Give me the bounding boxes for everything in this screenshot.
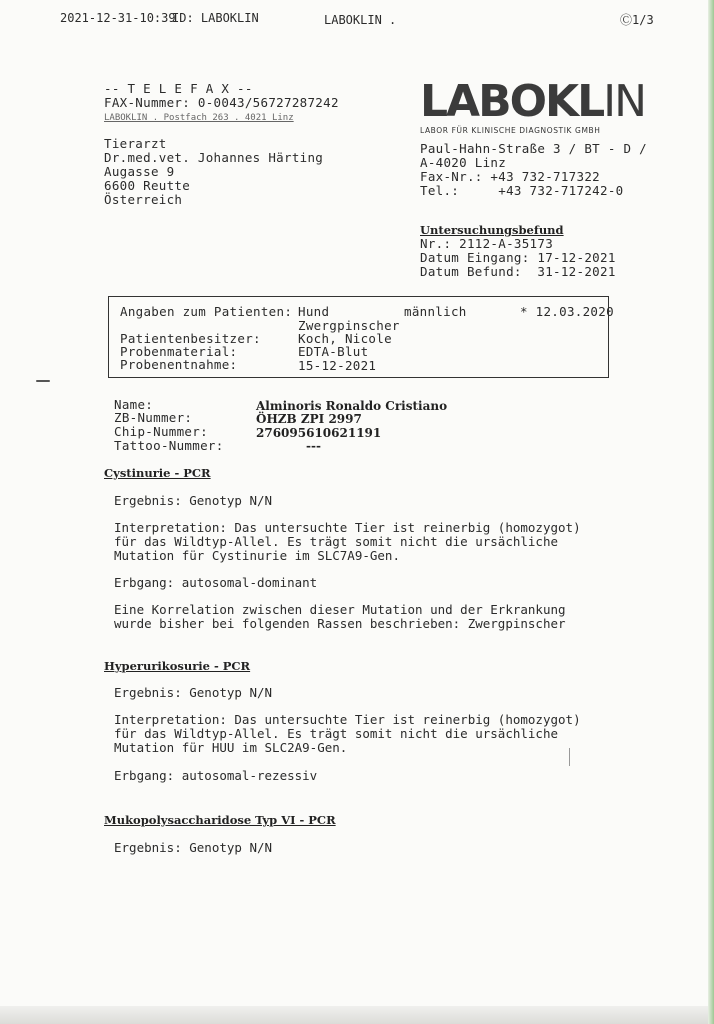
- logo-tagline: LABOR FÜR KLINISCHE DIAGNOSTIK GMBH: [420, 126, 601, 135]
- patient-breed: Zwergpinscher: [298, 318, 400, 333]
- recipient-line-2: Dr.med.vet. Johannes Härting: [104, 150, 324, 165]
- hyperurikosurie-erbgang: Erbgang: autosomal-rezessiv: [114, 768, 318, 783]
- mukopoly-result: Ergebnis: Genotyp N/N: [114, 840, 273, 855]
- recipient-line-4: 6600 Reutte: [104, 178, 191, 193]
- sample-date-value: 15-12-2021: [298, 358, 377, 373]
- fax-timestamp: 2021-12-31-10:39: [60, 11, 176, 25]
- telefax-title: -- T E L E F A X --: [104, 81, 253, 96]
- cystinurie-korrelation-2: wurde bisher bei folgenden Rassen beschrieben: Zwergpinscher: [114, 616, 566, 631]
- fax-id: ID: LABOKLIN: [172, 11, 259, 25]
- laboklin-logo: LABOKLIN: [420, 76, 646, 127]
- befund-date: Datum Befund: 31-12-2021: [420, 264, 616, 279]
- hyperurikosurie-interp-3: Mutation für HUU im SLC2A9-Gen.: [114, 740, 348, 755]
- lab-address-2: A-4020 Linz: [420, 155, 507, 170]
- tattoo-value: ---: [306, 439, 321, 453]
- zb-label: ZB-Nummer:: [114, 410, 193, 425]
- mukopoly-heading: Mukopolysaccharidose Typ VI - PCR: [104, 813, 336, 827]
- cystinurie-interp-2: für das Wildtyp-Allel. Es trägt somit nicht die ursächliche: [114, 534, 559, 549]
- patient-species: Hund: [298, 304, 330, 319]
- hyperurikosurie-interp-1: Interpretation: Das untersuchte Tier ist reinerbig (homozygot): [114, 712, 581, 727]
- scan-mark: [36, 380, 50, 382]
- material-label: Probenmaterial:: [120, 344, 238, 359]
- patient-sex: männlich: [404, 304, 467, 319]
- recipient-line-1: Tierarzt: [104, 136, 167, 151]
- fax-page-counter: Ⓒ1/3: [620, 13, 654, 27]
- chip-value: 276095610621191: [256, 426, 382, 440]
- cystinurie-korrelation-1: Eine Korrelation zwischen dieser Mutation und der Erkrankung: [114, 602, 566, 617]
- befund-eingang: Datum Eingang: 17-12-2021: [420, 250, 616, 265]
- befund-title: Untersuchungsbefund: [420, 223, 564, 237]
- lab-address-1: Paul-Hahn-Straße 3 / BT - D /: [420, 141, 647, 156]
- recipient-line-3: Augasse 9: [104, 164, 175, 179]
- page-icon: Ⓒ: [620, 13, 633, 27]
- zb-value: ÖHZB ZPI 2997: [256, 412, 362, 426]
- fax-number: FAX-Nummer: 0-0043/56727287242: [104, 95, 339, 110]
- hyperurikosurie-result: Ergebnis: Genotyp N/N: [114, 685, 273, 700]
- patient-birth: * 12.03.2020: [520, 304, 614, 319]
- animal-name-label: Name:: [114, 397, 154, 412]
- scan-line: [569, 748, 570, 766]
- sample-date-label: Probenentnahme:: [120, 357, 238, 372]
- sender-line: LABOKLIN . Postfach 263 . 4021 Linz: [104, 113, 294, 123]
- patient-label: Angaben zum Patienten:: [120, 304, 293, 319]
- cystinurie-erbgang: Erbgang: autosomal-dominant: [114, 575, 318, 590]
- cystinurie-heading: Cystinurie - PCR: [104, 466, 211, 480]
- fax-sender: LABOKLIN .: [324, 13, 397, 27]
- tattoo-label: Tattoo-Nummer:: [114, 438, 224, 453]
- material-value: EDTA-Blut: [298, 344, 369, 359]
- scan-right-edge: [708, 0, 714, 1024]
- hyperurikosurie-heading: Hyperurikosurie - PCR: [104, 659, 251, 673]
- animal-name: Alminoris Ronaldo Cristiano: [256, 399, 448, 413]
- hyperurikosurie-interp-2: für das Wildtyp-Allel. Es trägt somit nicht die ursächliche: [114, 726, 559, 741]
- cystinurie-interp-1: Interpretation: Das untersuchte Tier ist reinerbig (homozygot): [114, 520, 581, 535]
- cystinurie-result: Ergebnis: Genotyp N/N: [114, 493, 273, 508]
- befund-nr: Nr.: 2112-A-35173: [420, 236, 554, 251]
- owner-value: Koch, Nicole: [298, 331, 392, 346]
- lab-fax: Fax-Nr.: +43 732-717322: [420, 169, 600, 184]
- recipient-line-5: Österreich: [104, 192, 183, 207]
- owner-label: Patientenbesitzer:: [120, 331, 261, 346]
- cystinurie-interp-3: Mutation für Cystinurie im SLC7A9-Gen.: [114, 548, 400, 563]
- scan-bottom-edge: [0, 1006, 714, 1024]
- chip-label: Chip-Nummer:: [114, 424, 208, 439]
- lab-tel: Tel.: +43 732-717242-0: [420, 183, 624, 198]
